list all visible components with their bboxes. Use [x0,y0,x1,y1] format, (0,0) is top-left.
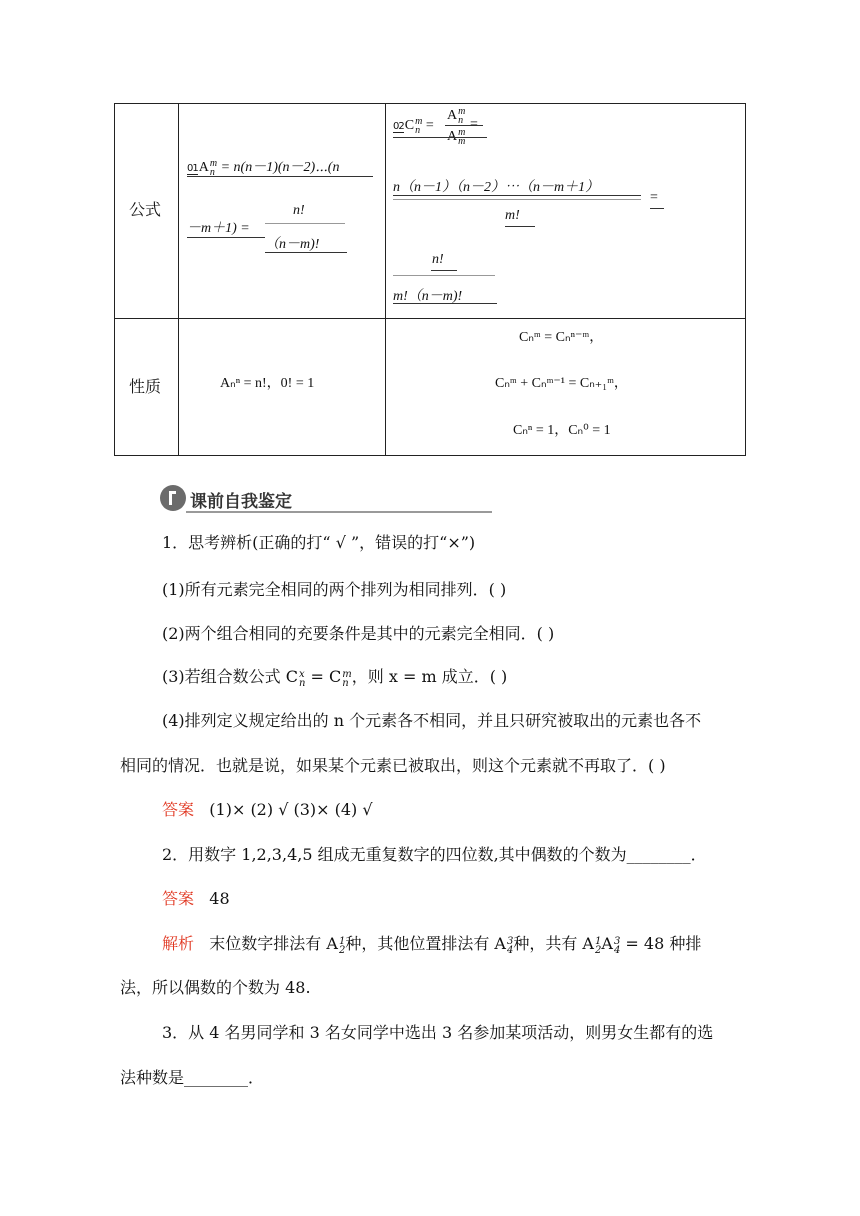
comb-eq3-underline [650,208,664,209]
comb-long-den-underline [505,226,535,227]
section-underline [186,511,492,513]
comb-ratio-num: A m n [447,106,466,126]
q2-answer: 答案 48 [162,889,230,908]
q1-statement-2: (2)两个组合相同的充要条件是其中的元素完全相同．( ) [162,624,555,643]
comb-last-num-underline [431,270,457,271]
perm-fraction-bar [265,223,345,224]
q1-stem: 1．思考辨析(正确的打“ √ ”，错误的打“×”) [162,533,476,552]
table-row-divider [115,318,745,319]
comb-long-bar-1 [393,195,641,196]
row-label-property: 性质 [129,377,162,396]
table-col-divider-2 [385,104,386,455]
comb-property-1: Cₙᵐ = Cₙⁿ⁻ᵐ， [519,330,604,345]
perm-fraction-den: （n－m)! [265,237,320,252]
comb-property-3: Cₙⁿ = 1，Cₙ⁰ = 1 [513,423,611,438]
q2-stem: 2．用数字 1,2,3,4,5 组成无重复数字的四位数,其中偶数的个数为________． [162,845,707,864]
comb-property-2: Cₙᵐ + Cₙᵐ⁻¹ = Cₙ₊₁ᵐ， [495,376,628,391]
comb-long-den: m! [505,208,520,223]
q2-analysis-line1: 解析 末位数字排法有 A 1 2 种，其他位置排法有 A 3 4 种，共有 A 1 2 A 3 4 = 48 种排 [162,934,702,956]
answer-label: 答案 [162,800,195,819]
q1-answer: 答案 (1)× (2) √ (3)× (4) √ [162,800,373,819]
comb-last-num: n! [432,252,444,267]
perm-underline-2 [187,237,265,238]
comb-long-num: n（n－1）（n－2）⋯（n－m＋1） [393,180,600,195]
q1-statement-4-line1: (4)排列定义规定给出的 n 个元素各不相同，并且只研究被取出的元素也各不 [162,711,702,730]
comb-underline-1 [393,137,487,138]
comb-last-bar [393,275,495,276]
table-col-divider-1 [178,104,179,455]
comb-last-den: m!（n－m)! [393,289,463,304]
perm-underline-1 [187,176,373,177]
row-label-formula: 公式 [129,200,162,219]
perm-fraction-num: n! [293,203,305,218]
marker-01: 01 [187,163,198,174]
section-flag-icon [160,485,186,511]
answer-label: 答案 [162,889,195,908]
q1-statement-3: (3)若组合数公式 C x n = C m n ，则 x = m 成立．( ) [162,667,508,689]
comb-ratio-den: A m m [447,127,466,147]
q3-stem-line2: 法种数是________． [120,1068,265,1087]
comb-last-den-underline [393,303,497,304]
formula-table [114,103,746,456]
perm-formula-line1: 01A m n = n(n－1)(n－2)⋯(n [187,158,340,178]
marker-02: 02 [393,121,404,132]
comb-long-bar-2 [393,199,641,200]
q1-statement-4-line2: 相同的情况．也就是说，如果某个元素已被取出，则这个元素就不再取了．( ) [120,756,666,775]
q3-stem-line1: 3．从 4 名男同学和 3 名女同学中选出 3 名参加某项活动，则男女生都有的选 [162,1023,714,1042]
section-title: 课前自我鉴定 [190,492,292,512]
comb-formula-head: 02C m n = [393,116,434,136]
perm-property: Aₙⁿ = n!，0! = 1 [220,376,315,391]
comb-eq3: = [650,190,658,205]
q2-analysis-line2: 法，所以偶数的个数为 48. [120,978,311,997]
analysis-label: 解析 [162,934,195,953]
perm-underline-3 [265,252,347,253]
section-header [160,485,492,515]
q1-statement-1: (1)所有元素完全相同的两个排列为相同排列．( ) [162,580,507,599]
perm-formula-line2: －m＋1) = [187,221,250,236]
comb-eq2: = [470,117,478,132]
